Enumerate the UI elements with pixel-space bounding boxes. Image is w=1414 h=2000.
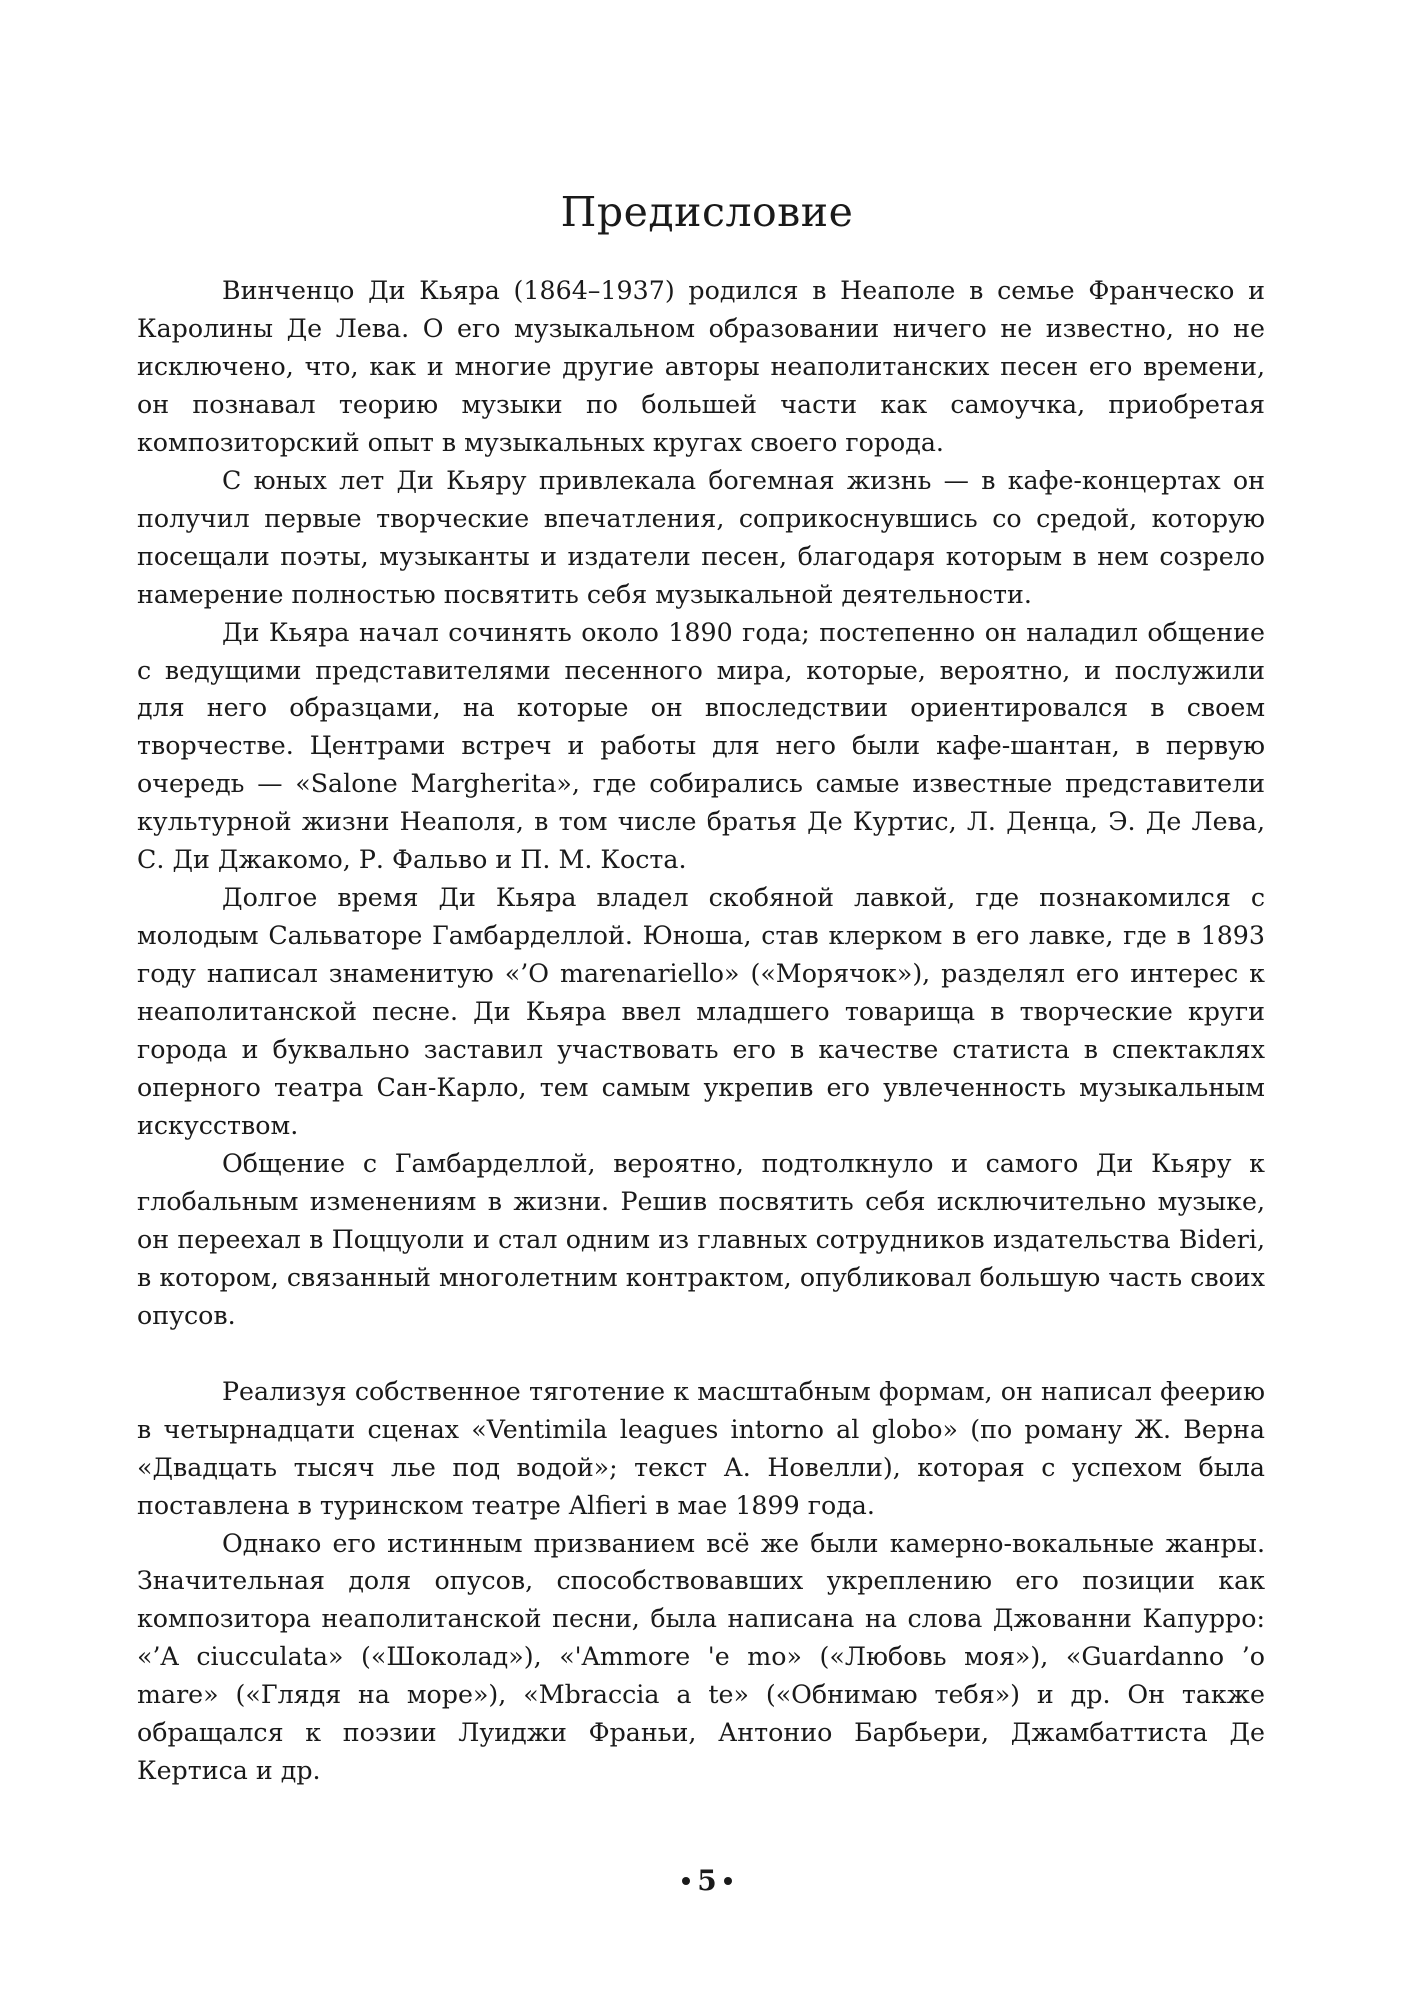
page-title: Предисловие (560, 188, 854, 236)
paragraph: Ди Кьяра начал сочинять около 1890 года; постепенно он наладил общение с ведущими представителями песенного мира, которые, вероятно, и послужили для него образцами, на которые он впоследствии ориентировался в своем творчестве. Центрами встреч и работы для него были кафе-шантан, в первую очередь — «Salone Margherita», где собирались самые известные представители культурной жизни Неаполя, в том числе братья Де Куртис, Л. Денца, Э. Де Лева, С. Ди Джакомо, Р. Фальво и П. М. Коста. (137, 617, 1265, 875)
paragraph: Общение с Гамбарделлой, вероятно, подтолкнуло и самого Ди Кьяру к глобальным изменениям в жизни. Решив посвятить себя исключительно музыке, он переехал в Поццуоли и стал одним из главных сотрудников издательства Bideri, в котором, связанный многолетним контрактом, опубликовал большую часть своих опусов. (137, 1148, 1265, 1330)
paragraph: Долгое время Ди Кьяра владел скобяной лавкой, где познакомился с молодым Сальваторе Гамбарделлой. Юноша, став клерком в его лавке, где в 1893 году написал знаменитую «’O marenariello» («Морячок»), разделял его интерес к неаполитанской песне. Ди Кьяра ввел младшего товарища в творческие круги города и буквально заставил участвовать его в качестве статиста в спектаклях оперного театра Сан-Карло, тем самым укрепив его увлеченность музыкальным искусством. (137, 883, 1265, 1140)
paragraph: С юных лет Ди Кьяру привлекала богемная жизнь — в кафе-концертах он получил первые творческие впечатления, соприкоснувшись со средой, которую посещали поэты, музыканты и издатели песен, благодаря которым в нем созрело намерение полностью посвятить себя музыкальной деятельности. (137, 465, 1265, 609)
paragraph: Винченцо Ди Кьяра (1864–1937) родился в Неаполе в семье Франческо и Каролины Де Лева. О его музыкальном образовании ничего не известно, но не исключено, что, как и многие другие авторы неаполитанских песен его времени, он познавал теорию музыки по большей части как самоучка, приобретая композиторский опыт в музыкальных кругах своего города. (137, 276, 1265, 457)
page-footer (0, 1863, 1414, 1899)
body-text (137, 272, 1265, 1790)
page-number: 5 (697, 1864, 717, 1897)
paragraph: Однако его истинным призванием всё же были камерно-вокальные жанры. Значительная доля опусов, способствовавших укреплению его позиции как композитора неаполитанской песни, была написана на слова Джованни Капурро: «’A ciucculata» («Шоколад»), «'Ammore 'e mo» («Любовь моя»), «Guardanno ’o mare» («Глядя на море»), «Mbraccia a te» («Обнимаю тебя») и др. Он также обращался к поэзии Луиджи Франьи, Антонио Барбьери, Джамбаттиста Де Кертиса и др. (137, 1528, 1265, 1786)
bullet-dot-icon (682, 1877, 690, 1885)
paragraph: Реализуя собственное тяготение к масштабным формам, он написал феерию в четырнадцати сценах «Ventimila leagues intorno al globo» (по роману Ж. Верна «Двадцать тысяч лье под водой»; текст А. Новелли), которая с успехом была поставлена в туринском театре Alfieri в мае 1899 года. (137, 1376, 1265, 1520)
bullet-dot-icon (724, 1877, 732, 1885)
